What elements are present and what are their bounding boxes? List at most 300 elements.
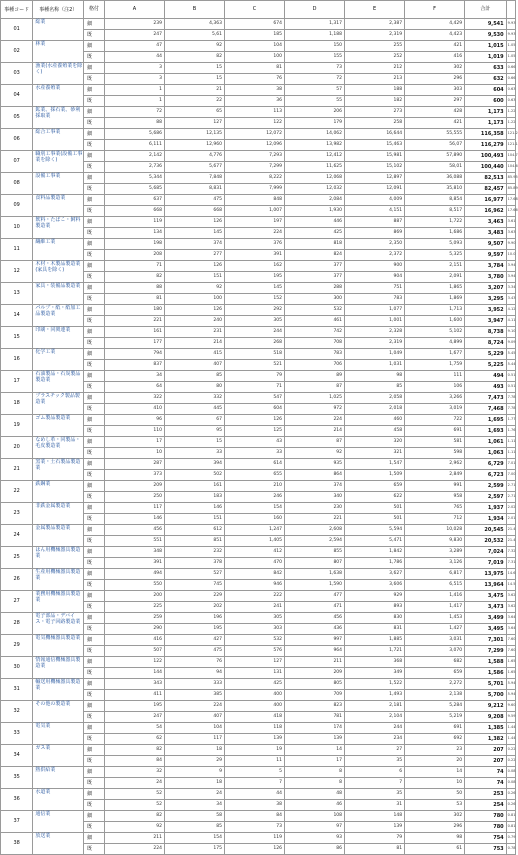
table-row xyxy=(1,745,516,756)
value-cell-f: 712 xyxy=(405,514,465,525)
total-cell: 7,468 xyxy=(465,404,507,415)
industry-name: 通信業 xyxy=(33,811,84,833)
industry-code: 38 xyxy=(1,833,33,855)
value-cell-a: 494 xyxy=(104,569,164,580)
value-cell-d: 1,590 xyxy=(285,580,345,591)
value-cell-b: 415 xyxy=(164,349,224,360)
value-cell-c: 7 xyxy=(224,778,284,789)
value-cell-d: 708 xyxy=(285,338,345,349)
share-cell: 0.26 xyxy=(506,789,515,800)
value-cell-d: 209 xyxy=(285,668,345,679)
value-cell-d: 1,025 xyxy=(285,393,345,404)
value-cell-b: 745 xyxy=(164,580,224,591)
value-cell-f: 3,266 xyxy=(405,393,465,404)
table-row xyxy=(1,327,516,338)
table-row xyxy=(1,679,516,690)
value-cell-d: 8 xyxy=(285,778,345,789)
value-cell-c: 38 xyxy=(224,85,284,96)
value-cell-b: 85 xyxy=(164,371,224,382)
share-cell: 3.94 xyxy=(506,272,515,283)
value-cell-e: 148 xyxy=(345,811,405,822)
value-cell-f: 50 xyxy=(405,789,465,800)
value-cell-d: 13,982 xyxy=(285,140,345,151)
value-cell-d: 864 xyxy=(285,470,345,481)
total-cell: 1,693 xyxy=(465,426,507,437)
value-cell-b: 183 xyxy=(164,492,224,503)
value-cell-f: 682 xyxy=(405,657,465,668)
value-cell-d: 807 xyxy=(285,558,345,569)
value-cell-f: 2,962 xyxy=(405,459,465,470)
value-cell-e: 2,328 xyxy=(345,327,405,338)
value-cell-f: 36,088 xyxy=(405,173,465,184)
value-cell-b: 21 xyxy=(164,85,224,96)
total-cell: 2,597 xyxy=(465,492,507,503)
value-cell-d: 377 xyxy=(285,261,345,272)
value-cell-b: 232 xyxy=(164,547,224,558)
industry-name: 窯業・土石製品製造業 xyxy=(33,459,84,481)
total-cell: 9,208 xyxy=(465,712,507,723)
value-cell-e: 783 xyxy=(345,294,405,305)
industry-name: 水産養殖業 xyxy=(33,85,84,107)
value-cell-a: 247 xyxy=(104,30,164,41)
total-cell: 3,483 xyxy=(465,228,507,239)
value-cell-e: 85 xyxy=(345,382,405,393)
value-cell-d: 230 xyxy=(285,503,345,514)
share-cell: 21.4 xyxy=(506,525,515,536)
industry-code: 28 xyxy=(1,613,33,635)
total-cell: 1,382 xyxy=(465,734,507,745)
value-cell-b: 7,848 xyxy=(164,173,224,184)
value-cell-b: 18 xyxy=(164,745,224,756)
value-cell-b: 277 xyxy=(164,250,224,261)
value-cell-f: 1,453 xyxy=(405,613,465,624)
value-cell-b: 229 xyxy=(164,591,224,602)
value-cell-b: 145 xyxy=(164,228,224,239)
kind-cell: 既 xyxy=(84,558,105,569)
kind-cell: 既 xyxy=(84,536,105,547)
total-cell: 9,530 xyxy=(465,30,507,41)
total-cell: 1,588 xyxy=(465,657,507,668)
value-cell-b: 214 xyxy=(164,338,224,349)
value-cell-d: 823 xyxy=(285,701,345,712)
share-cell: 3.43 xyxy=(506,294,515,305)
value-cell-b: 65 xyxy=(164,107,224,118)
industry-name: 印刷・同関連業 xyxy=(33,327,84,349)
value-cell-c: 655 xyxy=(224,470,284,481)
share-cell: 3.62 xyxy=(506,602,515,613)
value-cell-a: 64 xyxy=(104,382,164,393)
value-cell-f: 1,713 xyxy=(405,305,465,316)
share-cell: 0.63 xyxy=(506,96,515,107)
total-cell: 633 xyxy=(465,63,507,74)
total-cell: 7,299 xyxy=(465,646,507,657)
value-cell-a: 6,111 xyxy=(104,140,164,151)
value-cell-c: 5 xyxy=(224,767,284,778)
industry-code: 09 xyxy=(1,195,33,217)
industry-code: 14 xyxy=(1,305,33,327)
value-cell-d: 477 xyxy=(285,591,345,602)
share-cell: 9.60 xyxy=(506,701,515,712)
share-cell: 0.51 xyxy=(506,382,515,393)
value-cell-c: 44 xyxy=(224,789,284,800)
value-cell-f: 2,272 xyxy=(405,679,465,690)
share-cell: 1.65 xyxy=(506,668,515,679)
value-cell-d: 97 xyxy=(285,822,345,833)
total-cell: 1,173 xyxy=(465,118,507,129)
value-cell-d: 93 xyxy=(285,833,345,844)
table-row xyxy=(1,525,516,536)
value-cell-d: 48 xyxy=(285,789,345,800)
value-cell-e: 622 xyxy=(345,492,405,503)
total-cell: 1,173 xyxy=(465,107,507,118)
value-cell-e: 2,319 xyxy=(345,338,405,349)
value-cell-e: 81 xyxy=(345,844,405,855)
kind-cell: 既 xyxy=(84,206,105,217)
value-cell-b: 378 xyxy=(164,558,224,569)
kind-cell: 細 xyxy=(84,63,105,74)
kind-cell: 既 xyxy=(84,426,105,437)
share-cell: 7.60 xyxy=(506,635,515,646)
value-cell-c: 604 xyxy=(224,404,284,415)
total-cell: 100,493 xyxy=(465,151,507,162)
value-cell-c: 305 xyxy=(224,613,284,624)
kind-cell: 細 xyxy=(84,393,105,404)
industry-name: 漁業(水産養殖業を除く) xyxy=(33,63,84,85)
header-col-a: A xyxy=(104,1,164,19)
value-cell-a: 54 xyxy=(104,723,164,734)
value-cell-a: 225 xyxy=(104,602,164,613)
kind-cell: 既 xyxy=(84,338,105,349)
total-cell: 780 xyxy=(465,822,507,833)
value-cell-f: 6,817 xyxy=(405,569,465,580)
value-cell-b: 612 xyxy=(164,525,224,536)
total-cell: 3,295 xyxy=(465,294,507,305)
kind-cell: 細 xyxy=(84,679,105,690)
value-cell-c: 547 xyxy=(224,393,284,404)
value-cell-e: 2,058 xyxy=(345,393,405,404)
total-cell: 13,975 xyxy=(465,569,507,580)
industry-code: 11 xyxy=(1,239,33,261)
value-cell-b: 5,61 xyxy=(164,30,224,41)
value-cell-a: 410 xyxy=(104,404,164,415)
value-cell-a: 348 xyxy=(104,547,164,558)
share-cell: 7.32 xyxy=(506,547,515,558)
value-cell-e: 2,181 xyxy=(345,701,405,712)
header-code: 事種コード xyxy=(1,1,33,19)
industry-code: 32 xyxy=(1,701,33,723)
share-cell: 7.78 xyxy=(506,404,515,415)
industry-code: 37 xyxy=(1,811,33,833)
value-cell-b: 502 xyxy=(164,470,224,481)
total-cell: 1,586 xyxy=(465,668,507,679)
kind-cell: 細 xyxy=(84,833,105,844)
value-cell-a: 247 xyxy=(104,712,164,723)
value-cell-f: 3,070 xyxy=(405,646,465,657)
value-cell-e: 1,721 xyxy=(345,646,405,657)
industry-name: 生産用機械器具製造業 xyxy=(33,569,84,591)
value-cell-f: 57,890 xyxy=(405,151,465,162)
value-cell-a: 668 xyxy=(104,206,164,217)
industry-code: 23 xyxy=(1,503,33,525)
kind-cell: 既 xyxy=(84,580,105,591)
value-cell-f: 4,423 xyxy=(405,30,465,41)
value-cell-e: 79 xyxy=(345,833,405,844)
table-row xyxy=(1,613,516,624)
value-cell-e: 1,547 xyxy=(345,459,405,470)
value-cell-f: 722 xyxy=(405,415,465,426)
value-cell-c: 400 xyxy=(224,690,284,701)
value-cell-c: 418 xyxy=(224,712,284,723)
value-cell-b: 92 xyxy=(164,41,224,52)
value-cell-b: 445 xyxy=(164,404,224,415)
value-cell-c: 127 xyxy=(224,657,284,668)
industry-code: 19 xyxy=(1,415,33,437)
total-cell: 74 xyxy=(465,767,507,778)
value-cell-d: 179 xyxy=(285,118,345,129)
value-cell-c: 104 xyxy=(224,41,284,52)
value-cell-a: 180 xyxy=(104,305,164,316)
value-cell-c: 36 xyxy=(224,96,284,107)
value-cell-c: 145 xyxy=(224,283,284,294)
value-cell-f: 297 xyxy=(405,96,465,107)
total-cell: 253 xyxy=(465,789,507,800)
share-cell: 5.45 xyxy=(506,349,515,360)
share-cell: 0.51 xyxy=(506,371,515,382)
share-cell: 3.62 xyxy=(506,591,515,602)
value-cell-b: 231 xyxy=(164,327,224,338)
total-cell: 3,463 xyxy=(465,217,507,228)
table-row xyxy=(1,701,516,712)
value-cell-f: 1,865 xyxy=(405,283,465,294)
total-cell: 1,934 xyxy=(465,514,507,525)
value-cell-f: 692 xyxy=(405,734,465,745)
total-cell: 7,024 xyxy=(465,547,507,558)
value-cell-a: 96 xyxy=(104,415,164,426)
kind-cell: 既 xyxy=(84,140,105,151)
value-cell-a: 134 xyxy=(104,228,164,239)
value-cell-e: 320 xyxy=(345,437,405,448)
industry-name: 総合工事業 xyxy=(33,129,84,151)
total-cell: 3,475 xyxy=(465,591,507,602)
total-cell: 5,229 xyxy=(465,349,507,360)
value-cell-e: 258 xyxy=(345,118,405,129)
share-cell: 21.4 xyxy=(506,536,515,547)
value-cell-c: 11 xyxy=(224,756,284,767)
table-row xyxy=(1,151,516,162)
industry-name: 電子部品・デバイス・電子回路製造業 xyxy=(33,613,84,635)
value-cell-e: 2,350 xyxy=(345,239,405,250)
share-cell: 5.94 xyxy=(506,679,515,690)
total-cell: 1,937 xyxy=(465,503,507,514)
value-cell-d: 12,412 xyxy=(285,151,345,162)
value-cell-b: 76 xyxy=(164,657,224,668)
value-cell-e: 929 xyxy=(345,591,405,602)
share-cell: 3.94 xyxy=(506,261,515,272)
kind-cell: 細 xyxy=(84,591,105,602)
table-row xyxy=(1,261,516,272)
share-cell: 3.61 xyxy=(506,217,515,228)
share-cell: 17.66 xyxy=(506,206,515,217)
value-cell-b: 58 xyxy=(164,811,224,822)
table-row xyxy=(1,393,516,404)
value-cell-c: 521 xyxy=(224,360,284,371)
table-row xyxy=(1,503,516,514)
value-cell-e: 255 xyxy=(345,41,405,52)
table-row xyxy=(1,437,516,448)
value-cell-f: 416 xyxy=(405,52,465,63)
value-cell-c: 43 xyxy=(224,437,284,448)
value-cell-f: 1,600 xyxy=(405,316,465,327)
value-cell-c: 210 xyxy=(224,481,284,492)
value-cell-d: 824 xyxy=(285,250,345,261)
kind-cell: 細 xyxy=(84,195,105,206)
value-cell-e: 273 xyxy=(345,107,405,118)
value-cell-e: 2,387 xyxy=(345,19,405,30)
value-cell-b: 117 xyxy=(164,734,224,745)
table-row xyxy=(1,195,516,206)
value-cell-e: 234 xyxy=(345,734,405,745)
value-cell-c: 160 xyxy=(224,514,284,525)
value-cell-a: 259 xyxy=(104,613,164,624)
total-cell: 1,019 xyxy=(465,52,507,63)
value-cell-a: 5,344 xyxy=(104,173,164,184)
kind-cell: 細 xyxy=(84,129,105,140)
value-cell-d: 1,317 xyxy=(285,19,345,30)
value-cell-a: 5,685 xyxy=(104,184,164,195)
value-cell-d: 997 xyxy=(285,635,345,646)
total-cell: 3,952 xyxy=(465,305,507,316)
share-cell: 5.94 xyxy=(506,690,515,701)
share-cell: 0.63 xyxy=(506,85,515,96)
value-cell-d: 818 xyxy=(285,239,345,250)
value-cell-c: 126 xyxy=(224,844,284,855)
total-cell: 3,207 xyxy=(465,283,507,294)
value-cell-a: 52 xyxy=(104,800,164,811)
industry-name: 食料品製造業 xyxy=(33,195,84,217)
total-cell: 1,063 xyxy=(465,448,507,459)
value-cell-b: 104 xyxy=(164,723,224,734)
value-cell-e: 501 xyxy=(345,514,405,525)
total-cell: 7,301 xyxy=(465,635,507,646)
value-cell-f: 691 xyxy=(405,723,465,734)
table-row xyxy=(1,85,516,96)
value-cell-f: 659 xyxy=(405,668,465,679)
value-cell-a: 10 xyxy=(104,448,164,459)
value-cell-b: 67 xyxy=(164,415,224,426)
table-row xyxy=(1,635,516,646)
value-cell-f: 958 xyxy=(405,492,465,503)
value-cell-f: 421 xyxy=(405,41,465,52)
value-cell-a: 88 xyxy=(104,283,164,294)
value-cell-c: 197 xyxy=(224,217,284,228)
value-cell-b: 196 xyxy=(164,613,224,624)
value-cell-f: 8,854 xyxy=(405,195,465,206)
value-cell-b: 12,135 xyxy=(164,129,224,140)
kind-cell: 既 xyxy=(84,756,105,767)
value-cell-e: 830 xyxy=(345,613,405,624)
value-cell-c: 244 xyxy=(224,327,284,338)
value-cell-d: 224 xyxy=(285,415,345,426)
table-row xyxy=(1,19,516,30)
value-cell-b: 154 xyxy=(164,833,224,844)
value-cell-e: 1,031 xyxy=(345,360,405,371)
value-cell-e: 182 xyxy=(345,96,405,107)
share-cell: 1.44 xyxy=(506,723,515,734)
kind-cell: 既 xyxy=(84,844,105,855)
value-cell-f: 4,429 xyxy=(405,19,465,30)
total-cell: 5,225 xyxy=(465,360,507,371)
kind-cell: 細 xyxy=(84,85,105,96)
kind-cell: 細 xyxy=(84,437,105,448)
total-cell: 5,701 xyxy=(465,679,507,690)
value-cell-a: 161 xyxy=(104,327,164,338)
value-cell-a: 287 xyxy=(104,459,164,470)
total-cell: 604 xyxy=(465,85,507,96)
table-row xyxy=(1,723,516,734)
value-cell-b: 527 xyxy=(164,569,224,580)
share-cell: 1.44 xyxy=(506,734,515,745)
kind-cell: 細 xyxy=(84,525,105,536)
value-cell-f: 302 xyxy=(405,811,465,822)
share-cell: 0.81 xyxy=(506,811,515,822)
value-cell-b: 475 xyxy=(164,195,224,206)
value-cell-c: 7,293 xyxy=(224,151,284,162)
value-cell-c: 1,007 xyxy=(224,206,284,217)
value-cell-a: 62 xyxy=(104,734,164,745)
kind-cell: 細 xyxy=(84,459,105,470)
value-cell-e: 1,077 xyxy=(345,305,405,316)
value-cell-f: 2,091 xyxy=(405,272,465,283)
value-cell-c: 470 xyxy=(224,558,284,569)
value-cell-b: 427 xyxy=(164,635,224,646)
value-cell-b: 12,960 xyxy=(164,140,224,151)
value-cell-b: 126 xyxy=(164,305,224,316)
value-cell-e: 1,493 xyxy=(345,690,405,701)
value-cell-a: 1 xyxy=(104,96,164,107)
value-cell-a: 195 xyxy=(104,701,164,712)
value-cell-c: 7,999 xyxy=(224,184,284,195)
share-cell: 2.71 xyxy=(506,492,515,503)
share-cell: 9.10 xyxy=(506,327,515,338)
value-cell-c: 222 xyxy=(224,591,284,602)
value-cell-a: 71 xyxy=(104,261,164,272)
table-row xyxy=(1,107,516,118)
value-cell-b: 202 xyxy=(164,602,224,613)
value-cell-b: 126 xyxy=(164,261,224,272)
table-row xyxy=(1,811,516,822)
industry-code: 30 xyxy=(1,657,33,679)
share-cell: 85.89 xyxy=(506,184,515,195)
total-cell: 3,473 xyxy=(465,602,507,613)
value-cell-d: 150 xyxy=(285,41,345,52)
industry-name: 鉄鋼業 xyxy=(33,481,84,503)
share-cell: 4.12 xyxy=(506,305,515,316)
value-cell-f: 5,219 xyxy=(405,712,465,723)
industry-name: ガス業 xyxy=(33,745,84,767)
value-cell-c: 303 xyxy=(224,624,284,635)
industry-name: 鉱業、採石業、砂利採取業 xyxy=(33,107,84,129)
industry-name: 電気機械器具製造業 xyxy=(33,635,84,657)
total-cell: 8,738 xyxy=(465,327,507,338)
value-cell-a: 34 xyxy=(104,371,164,382)
value-cell-e: 1,842 xyxy=(345,547,405,558)
kind-cell: 既 xyxy=(84,74,105,85)
total-cell: 9,541 xyxy=(465,19,507,30)
value-cell-f: 1,869 xyxy=(405,294,465,305)
value-cell-d: 2,594 xyxy=(285,536,345,547)
value-cell-a: 84 xyxy=(104,756,164,767)
industry-code: 31 xyxy=(1,679,33,701)
